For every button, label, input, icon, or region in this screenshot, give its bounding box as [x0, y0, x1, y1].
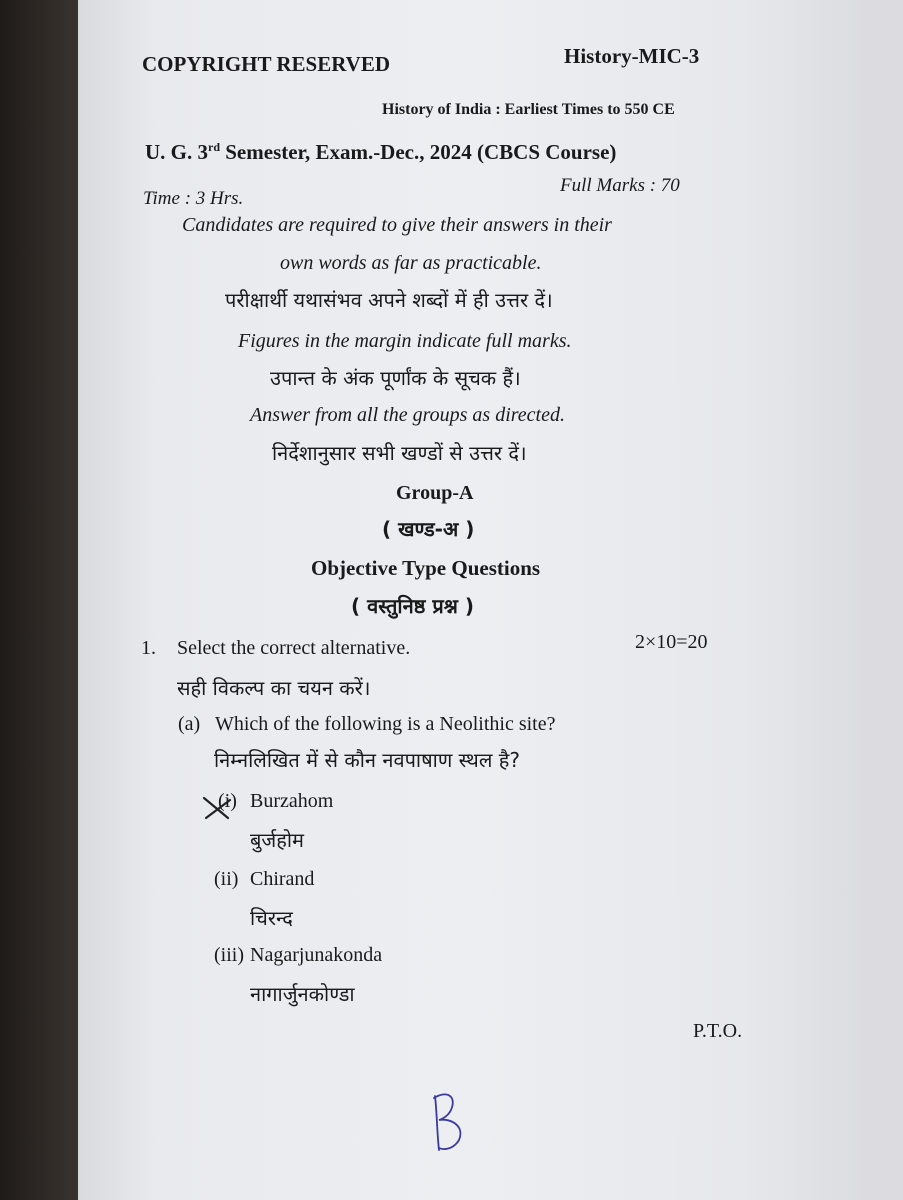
option-text-hi: चिरन्द — [250, 906, 293, 930]
part-a-question: Which of the following is a Neolithic site? — [215, 713, 556, 735]
option-label: (i) — [218, 790, 237, 812]
paper-code: History-MIC-3 — [564, 44, 700, 68]
group-subtitle: Objective Type Questions — [311, 556, 541, 580]
group-title-hi: ( खण्ड-अ ) — [382, 517, 475, 541]
instruction-1-en: Candidates are required to give their answers in their — [182, 214, 612, 236]
instruction-4-en: Answer from all the groups as directed. — [250, 404, 565, 426]
exam-time: Time : 3 Hrs. — [143, 188, 244, 209]
background-right — [858, 0, 903, 1200]
option-label: (ii) — [214, 868, 239, 890]
option-text-hi: नागार्जुनकोण्डा — [250, 982, 355, 1006]
question-text: Select the correct alternative. — [177, 637, 411, 659]
instruction-3-en: Figures in the margin indicate full marks. — [238, 330, 572, 352]
copyright-notice: COPYRIGHT RESERVED — [142, 52, 391, 76]
handwritten-cross-mark — [200, 792, 240, 822]
question-number: 1. — [141, 637, 156, 659]
option-text: Burzahom — [250, 790, 334, 812]
question-text-hi: सही विकल्प का चयन करें। — [177, 676, 371, 700]
instruction-2-en: own words as far as practicable. — [280, 252, 542, 274]
background-left — [0, 0, 78, 1200]
instruction-3-hi: निर्देशानुसार सभी खण्डों से उत्तर दें। — [272, 441, 527, 465]
pto-label: P.T.O. — [693, 1020, 743, 1042]
exam-line-suffix: Semester, Exam.-Dec., 2024 (CBCS Course) — [220, 140, 617, 164]
exam-line-sup: rd — [208, 140, 220, 154]
part-a-question-hi: निम्नलिखित में से कौन नवपाषाण स्थल है? — [214, 748, 520, 772]
handwritten-b-mark — [425, 1088, 475, 1158]
option-text-hi: बुर्जहोम — [250, 828, 305, 852]
part-a-label: (a) — [178, 713, 201, 735]
instruction-2-hi: उपान्त के अंक पूर्णांक के सूचक हैं। — [270, 366, 521, 390]
option-text: Nagarjunakonda — [250, 944, 383, 966]
exam-line — [145, 140, 616, 165]
option-text: Chirand — [250, 868, 315, 890]
group-subtitle-hi: ( वस्तुनिष्ठ प्रश्न ) — [351, 594, 475, 618]
full-marks: Full Marks : 70 — [560, 175, 680, 196]
option-label: (iii) — [214, 944, 244, 966]
paper-title: History of India : Earliest Times to 550 CE — [382, 101, 675, 118]
exam-line-prefix: U. G. 3 — [145, 140, 208, 164]
group-title: Group-A — [396, 482, 474, 504]
instruction-1-hi: परीक्षार्थी यथासंभव अपने शब्दों में ही उत्तर दें। — [225, 288, 553, 312]
question-marks: 2×10=20 — [635, 631, 708, 653]
